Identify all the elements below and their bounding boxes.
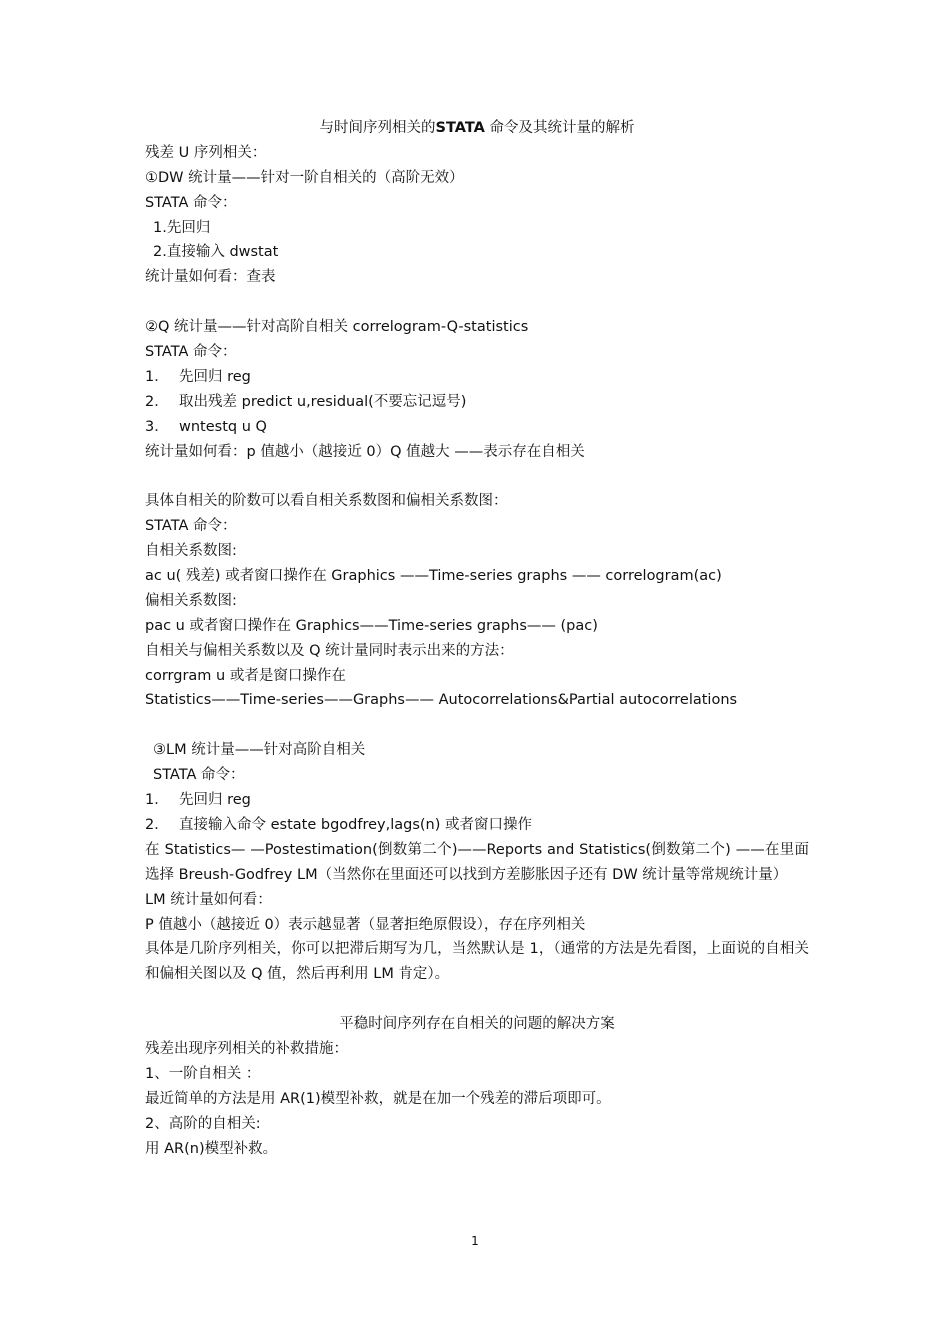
text-line: 用 AR(n)模型补救。	[145, 1140, 278, 1157]
text-line: 2.直接输入 dwstat	[153, 244, 279, 261]
text-line: 最近简单的方法是用 AR(1)模型补救，就是在加一个残差的滞后项即可。	[145, 1090, 611, 1107]
list-text: wntestq u Q	[179, 418, 267, 435]
text-line: 自相关与偏相关系数以及 Q 统计量同时表示出来的方法：	[145, 642, 514, 659]
list-number: 1．	[145, 792, 169, 809]
list-item	[145, 788, 809, 813]
section-heading-lm: ③LM 统计量——针对高阶自相关	[153, 742, 366, 759]
paragraph: 具体是几阶序列相关，你可以把滞后期写为几，当然默认是 1，（通常的方法是先看图，上面说的自相关和偏相关图以及 Q 值，然后再利用 LM 肯定）。	[145, 941, 809, 983]
text-line: STATA 命令：	[145, 518, 237, 535]
blank-line	[145, 464, 809, 489]
list-number: 2．	[145, 393, 169, 410]
text-line: ac u( 残差) 或者窗口操作在 Graphics ——Time-series graphs —— correlogram(ac)	[145, 568, 722, 585]
blank-line	[145, 713, 809, 738]
blank-line	[145, 290, 809, 315]
text-line: corrgram u 或者是窗口操作在	[145, 667, 346, 684]
text-line: 残差 U 序列相关：	[145, 144, 267, 161]
text-line: 统计量如何看：p 值越小（越接近 0）Q 值越大 ——表示存在自相关	[145, 443, 585, 460]
text-line: 1.先回归	[153, 219, 211, 236]
text-line: STATA 命令：	[145, 344, 237, 361]
list-text: 直接输入命令 estate bgodfrey,lags(n) 或者窗口操作	[179, 816, 532, 833]
list-item	[145, 365, 809, 390]
document-body	[145, 116, 809, 1161]
page-number: 1	[471, 1234, 479, 1248]
title-bold: STATA	[435, 120, 485, 136]
text-line: 偏相关系数图:	[145, 592, 237, 609]
list-text: 取出残差 predict u,residual(不要忘记逗号)	[179, 393, 467, 410]
text-line: P 值越小（越接近 0）表示越显著（显著拒绝原假设），存在序列相关	[145, 916, 586, 933]
list-item	[145, 415, 809, 440]
section-heading-q: ②Q 统计量——针对高阶自相关 correlogram-Q-statistics	[145, 319, 529, 336]
text-line: 1、一阶自相关 ：	[145, 1065, 261, 1082]
text-line: 残差出现序列相关的补救措施：	[145, 1041, 348, 1058]
text-line: Statistics——Time-series——Graphs—— Autocorrelations&Partial autocorrelations	[145, 692, 738, 709]
text-line: 自相关系数图:	[145, 543, 237, 560]
blank-line	[145, 987, 809, 1012]
section-title: 平稳时间序列存在自相关的问题的解决方案	[339, 1016, 615, 1033]
text-line: STATA 命令：	[145, 194, 237, 211]
text-line: 具体自相关的阶数可以看自相关系数图和偏相关系数图：	[145, 493, 508, 510]
text-line: 2、高阶的自相关:	[145, 1115, 261, 1132]
list-text: 先回归 reg	[179, 792, 251, 809]
list-number: 2．	[145, 816, 169, 833]
document-title	[145, 116, 809, 141]
list-item	[145, 813, 809, 838]
text-line: 统计量如何看：查表	[145, 269, 276, 286]
title-prefix: 与时间序列相关的	[319, 120, 436, 136]
title-suffix: 命令及其统计量的解析	[484, 120, 635, 136]
list-item	[145, 390, 809, 415]
list-text: 先回归 reg	[179, 368, 251, 385]
text-line: LM 统计量如何看：	[145, 891, 272, 908]
list-number: 1．	[145, 368, 169, 385]
text-line: pac u 或者窗口操作在 Graphics——Time-series graphs—— (pac)	[145, 617, 598, 634]
paragraph: 在 Statistics— —Postestimation(倒数第二个)——Reports and Statistics(倒数第二个) ——在里面选择 Breush-Godfrey LM（当然你在里面还可以找到方差膨胀因子还有 DW 统计量等常规统计量）	[145, 841, 809, 883]
list-number: 3．	[145, 418, 169, 435]
section-heading-dw: ①DW 统计量——针对一阶自相关的（高阶无效）	[145, 169, 464, 186]
text-line: STATA 命令：	[153, 767, 245, 784]
